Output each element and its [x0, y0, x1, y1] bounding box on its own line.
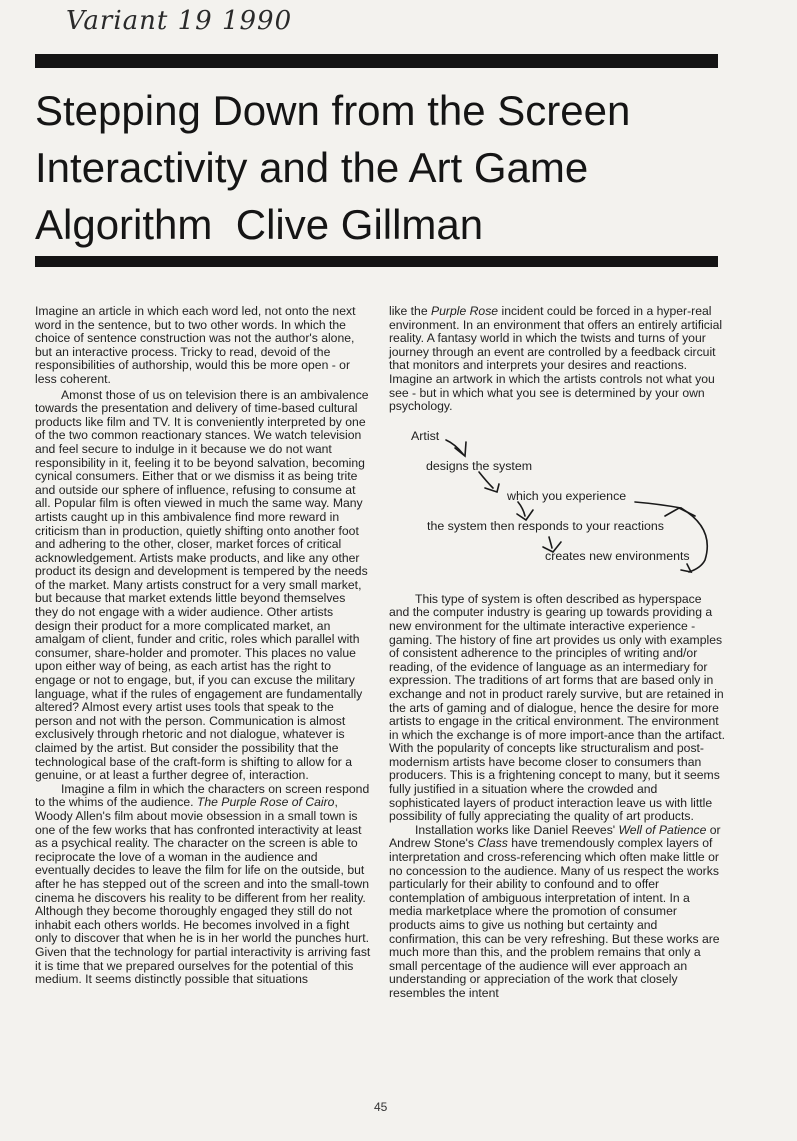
- headline-line-2: Interactivity and the Art Game: [35, 144, 589, 191]
- film-title-short: Purple Rose: [431, 304, 499, 318]
- right-column: [389, 305, 725, 1001]
- right-paragraph-3: [389, 824, 725, 1001]
- headline-line-1: Stepping Down from the Screen: [35, 87, 631, 134]
- left-paragraph-1: Imagine an article in which each word led, not onto the next word in the sentence, but to two other words. In which the choice of sentence construction was not the author's alone, but an interactive process. Tricky to read, devoid of the responsibilities of authorship, would this be more open - or less coherent.: [35, 304, 356, 386]
- feedback-diagram: [389, 430, 725, 575]
- diagram-artist: Artist: [411, 428, 440, 443]
- right-paragraph-1: [389, 305, 725, 414]
- arrow-designs-to-experience: [479, 472, 493, 488]
- diagram-creates: creates new environments: [545, 548, 690, 563]
- diagram-designs: designs the system: [426, 458, 533, 473]
- handwritten-note: Variant 19 1990: [66, 6, 293, 36]
- left-paragraph-3: [35, 783, 371, 987]
- left-p3-text-a: Imagine a film in which the characters on screen respond to the whims of the audience.: [35, 781, 370, 810]
- right-p3-text-b: or Andrew Stone's: [389, 822, 721, 851]
- author-name: Clive Gillman: [235, 201, 484, 248]
- headline-title-end: Algorithm: [35, 201, 213, 248]
- bottom-rule: [35, 256, 718, 267]
- left-paragraph-2: Amonst those of us on television there is an ambivalence towards the presentation and delivery of time-based cultural products like film and TV. It is conveniently interpreted by one of the two common reactionary stances. We watch television and feel secure to indulge in it because we do not want responsibility in it, feeling it to be beyond salvation, becoming cynical consumers. Either that or we dismiss it as being trite and outside our sphere of influence, refusing to consume at all. Popular film is often viewed in much the same way. Many artists caught up in this ambivalence find more reward in criticism than in production, quietly shifting onto another foot and adhering to the other, closer, market forces of critical acknowledgement. Artists make products, and like any other product its design and development is tempered by the needs of the market. Many artists construct for a very small market, but because that market extends little beyond themselves they do not engage with a wider audience. Other artists design their product for a more complicated market, an amalgam of client, funder and critic, roles which parallel with consumer, share-holder and promoter. This places no value upon either way of being, as each artist has the right to engage or not to engage, but, if you can excuse the military language, what if the rules of engagement are fundamentally altered? Almost every artist uses tools that speak to the person and not with the person. Communication is almost exclusively through rhetoric and not dialogue, whatever is claimed by the artist. But consider the possibility that the technological base of the craft-form is shifting to allow for a genuine, or at least a further degree of, interaction.: [35, 387, 369, 783]
- right-p1-text-a: like the: [389, 304, 432, 318]
- right-p1-text-b: incident could be forced in a hyper-real environment. In an environment that offers an entirely artificial reality. A fantasy world in which the twists and turns of your journey through an event are controlled by a feedback circuit that monitors and interprets your desires and reactions. Imagine an artwork in which the artists controls not what you see - but in which what you see is determined by your own psychology.: [389, 304, 723, 414]
- film-title: The Purple Rose of Cairo: [196, 795, 335, 810]
- work-title-class: Class: [477, 836, 508, 851]
- headline-line-3: [35, 196, 735, 253]
- top-rule: [35, 54, 718, 68]
- right-paragraph-2: This type of system is often described as hyperspace and the computer industry is gearing up towards providing a new environment for the ultimate interactive experience - gaming. The history of fine art provides us only with examples of consistent adherence to the principles of writing and/or reading, of the evidence of language as an intermediary for expression. The traditions of art forms that are based only in exchange and not in product rarely survive, but are retained in the arts of gaming and of dialogue, hence the desire for more artists to engage in the critical environment. The environment in which the exchange is of more import-ance than the artifact. With the popularity of concepts like structuralism and post-modernism artists have become closer to consumers than producers. This is a frightening concept to many, but it seems fully justified in a situation where the crowded and sophisticated layers of product interaction leave us with little possibility of fully appreciating the quality of art products.: [389, 591, 726, 824]
- arrow-responds-to-creates: [549, 537, 552, 548]
- right-p3-text-c: have tremendously complex layers of interpretation and cross-referencing which often make little or no concession to the audience. Many of us respect the works particularly for their ability to confound and to offer contemplation of ambiguous interpretation of intent. In a media marketplace where the promotion of consumer products aims to give us nothing but certainty and confirmation, this can be very refreshing. But these works are much more than this, and the problem remains that only a small percentage of the audience will ever approach an understanding or appreciation of the work that closely resembles the intent: [389, 836, 720, 1000]
- work-title-well: Well of Patience: [618, 822, 707, 837]
- left-p3-text-b: , Woody Allen's film about movie obsession in a small town is one of the few works that has confronted interactivity at least as a psychical reality. The character on the screen is able to reciprocate the love of a woman in the audience and eventually decides to leave the film for life on the outside, but after he has stepped out of the screen and into the small-town cinema he discovers his reality to be different from her reality. Although they become thoroughly engaged they still do not inhabit each others worlds. He becomes involved in a fight only to discover that when he is in her world the punches hurt. Given that the technology for partial interactivity is arriving fast it is time that we prepared ourselves for the potential of this medium. It seems distinctly possible that situations: [35, 795, 371, 987]
- arrow-experience-to-responds: [518, 502, 525, 516]
- arrow-experience-tail: [635, 502, 681, 508]
- left-column: [35, 305, 371, 987]
- page-number: 45: [374, 1100, 388, 1114]
- article-headline: [35, 82, 735, 253]
- diagram-experience: which you experience: [507, 488, 627, 503]
- diagram-responds: the system then responds to your reactions: [427, 518, 664, 533]
- right-p3-text-a: Installation works like Daniel Reeves': [415, 822, 619, 837]
